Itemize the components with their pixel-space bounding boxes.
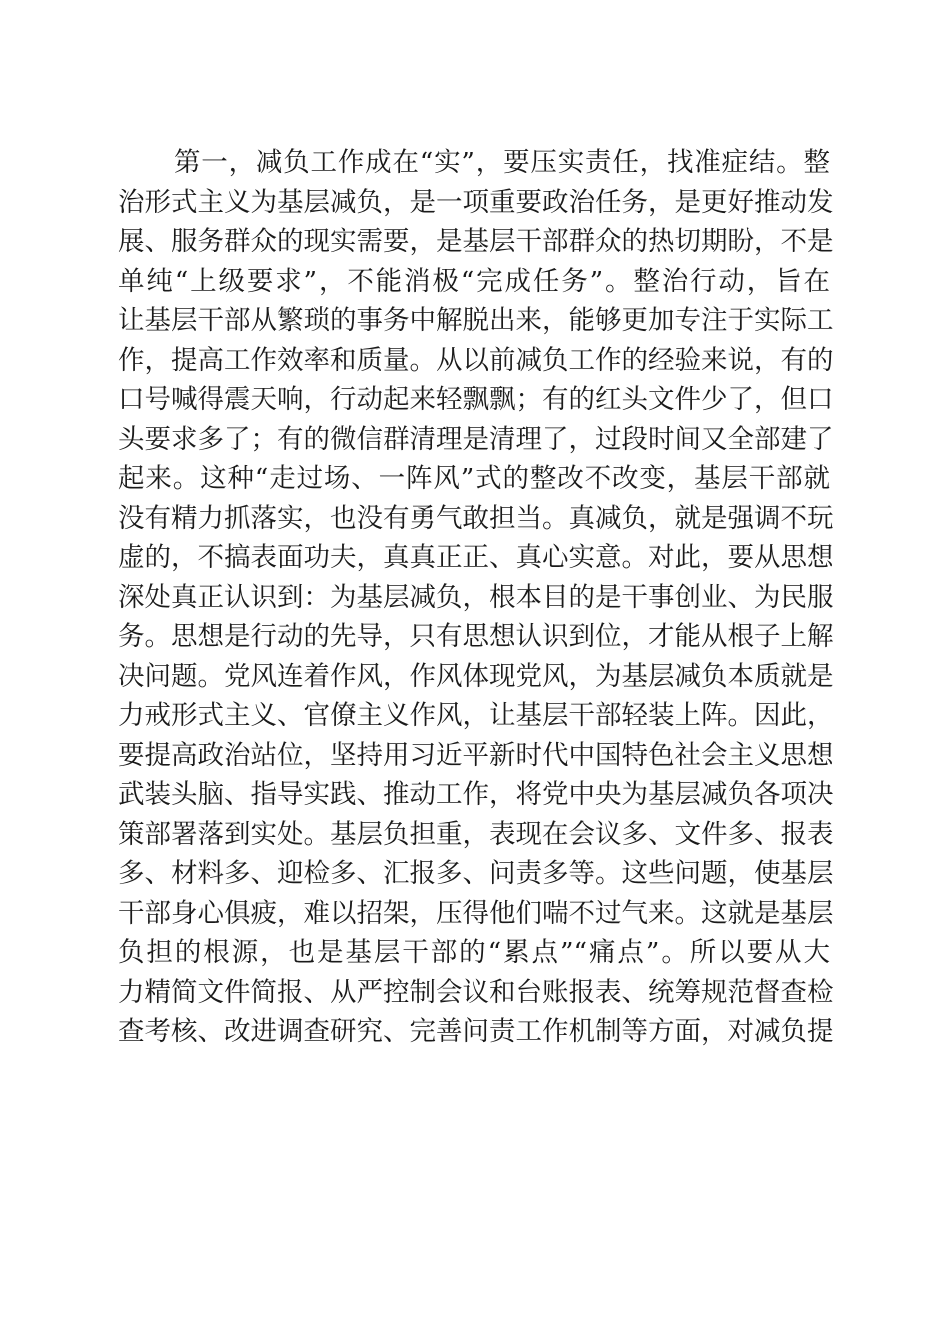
paragraph-line: 务。思想是行动的先导，只有思想认识到位，才能从根子上解	[118, 621, 834, 652]
paragraph-line: 负担的根源，也是基层干部的“累点”“痛点”。所以要从大	[118, 937, 830, 968]
paragraph-line: 查考核、改进调查研究、完善问责工作机制等方面，对减负提	[118, 1016, 834, 1047]
paragraph-line: 力精简文件简报、从严控制会议和台账报表、统筹规范督查检	[118, 976, 834, 1008]
paragraph-line: 力戒形式主义、官僚主义作风，让基层干部轻装上阵。因此，	[118, 700, 834, 731]
paragraph-line: 让基层干部从繁琐的事务中解脱出来，能够更加专注于实际工	[118, 305, 834, 336]
paragraph-line: 作，提高工作效率和质量。从以前减负工作的经验来说，有的	[118, 344, 834, 376]
paragraph-line: 起来。这种“走过场、一阵风”式的整改不改变，基层干部就	[118, 463, 830, 494]
paragraph-line: 深处真正认识到：为基层减负，根本目的是干事创业、为民服	[118, 581, 834, 613]
paragraph-line: 治形式主义为基层减负，是一项重要政治任务，是更好推动发	[118, 186, 834, 218]
paragraph-line: 虚的，不搞表面功夫，真真正正、真心实意。对此，要从思想	[118, 542, 834, 573]
paragraph-line: 武装头脑、指导实践、推动工作，将党中央为基层减负各项决	[118, 779, 834, 810]
paragraph-line: 决问题。党风连着作风，作风体现党风，为基层减负本质就是	[118, 660, 834, 692]
paragraph-line: 没有精力抓落实，也没有勇气敢担当。真减负，就是强调不玩	[118, 502, 834, 534]
paragraph-line: 多、材料多、迎检多、汇报多、问责多等。这些问题，使基层	[118, 858, 834, 889]
paragraph-line: 要提高政治站位，坚持用习近平新时代中国特色社会主义思想	[118, 739, 834, 771]
paragraph-line: 单纯“上级要求”，不能消极“完成任务”。整治行动，旨在	[118, 265, 830, 297]
paragraph-line: 第一，减负工作成在“实”，要压实责任，找准症结。整	[174, 147, 830, 178]
paragraph-line: 头要求多了；有的微信群清理是清理了，过段时间又全部建了	[118, 423, 834, 455]
paragraph-line: 干部身心俱疲，难以招架，压得他们喘不过气来。这就是基层	[118, 897, 834, 929]
paragraph-line: 展、服务群众的现实需要，是基层干部群众的热切期盼，不是	[118, 226, 834, 257]
body-paragraph	[118, 143, 834, 1052]
paragraph-line: 口号喊得震天响，行动起来轻飘飘；有的红头文件少了，但口	[118, 384, 834, 415]
paragraph-line: 策部署落到实处。基层负担重，表现在会议多、文件多、报表	[118, 818, 834, 850]
